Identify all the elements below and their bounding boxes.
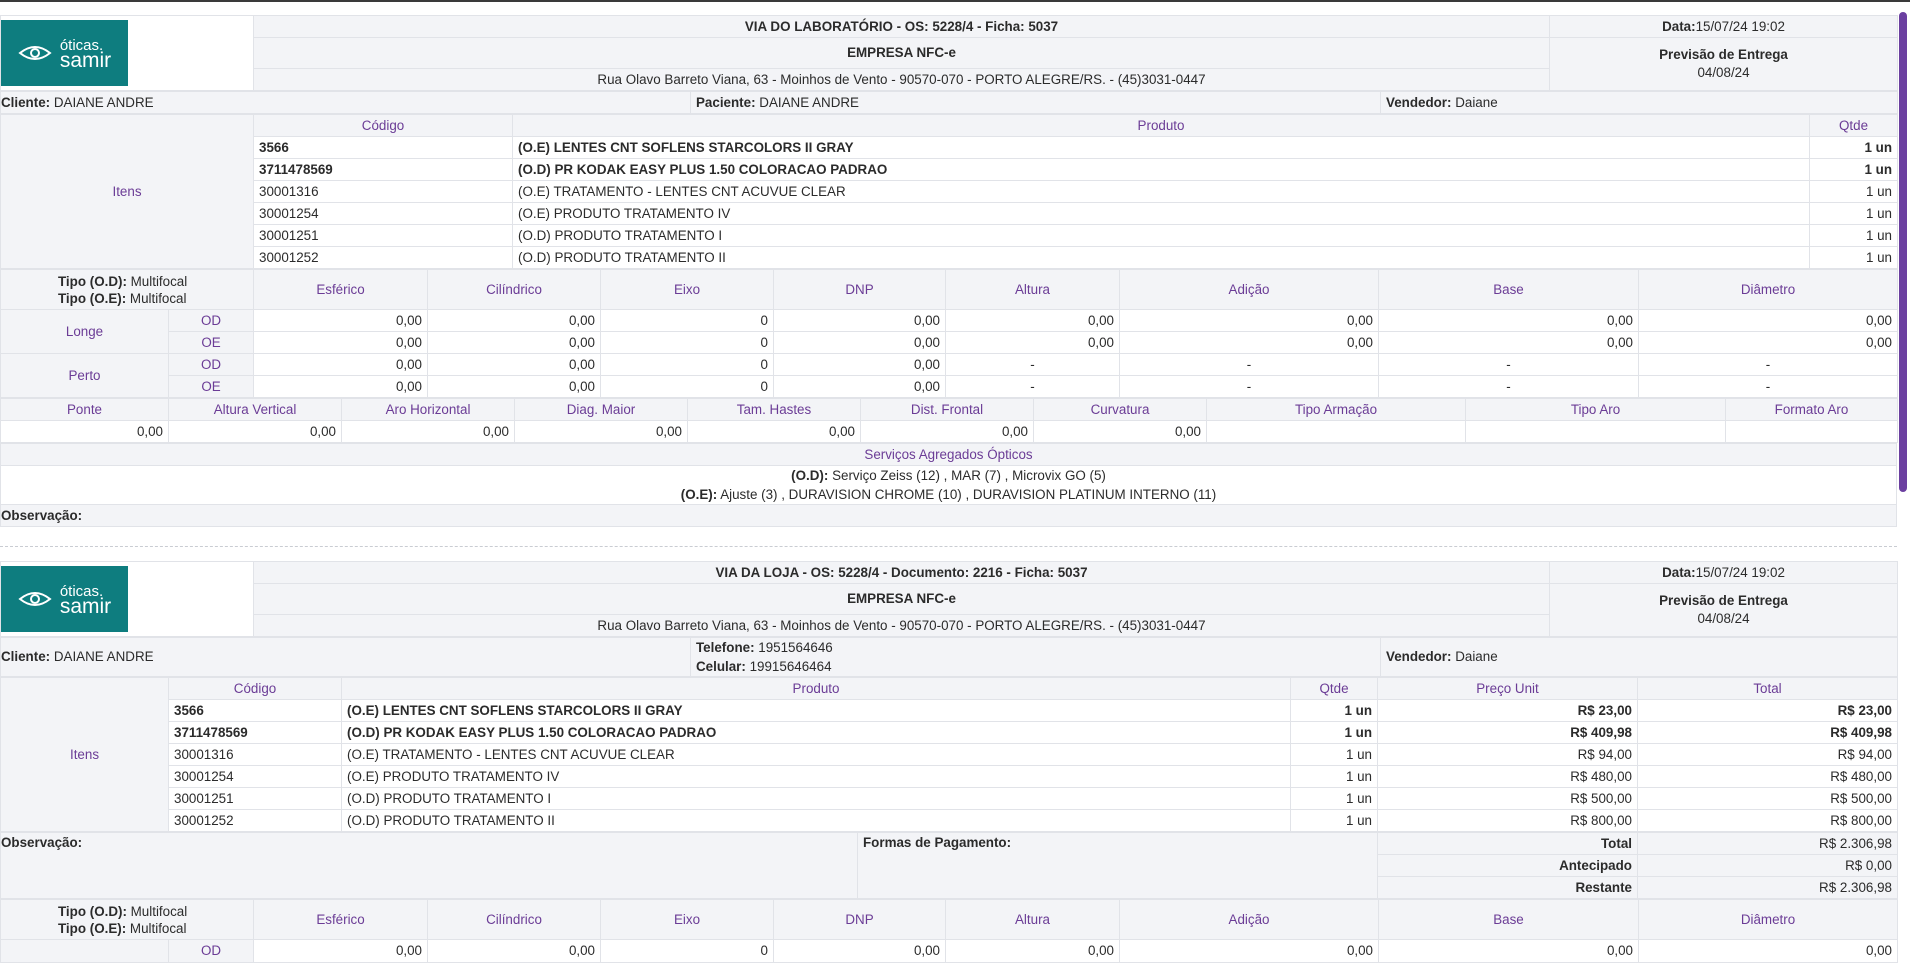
- table-row: [1, 766, 1898, 788]
- store-items-label: Itens: [1, 678, 169, 832]
- rx-col-esferico: Esférico: [254, 270, 428, 310]
- item-qty: 1 un: [1810, 247, 1898, 269]
- lab-services: [0, 443, 1897, 527]
- item-product: (O.E) PRODUTO TRATAMENTO IV: [342, 766, 1291, 788]
- rx-od-label: OD: [169, 310, 254, 332]
- item-product: (O.E) TRATAMENTO - LENTES CNT ACUVUE CLEAR: [342, 744, 1291, 766]
- table-row: [1, 788, 1898, 810]
- store-seller: Vendedor: Daiane: [1381, 638, 1898, 677]
- rx-col-altura: Altura: [946, 270, 1120, 310]
- frame-value: 0,00: [1, 421, 169, 443]
- rx-value: -: [1639, 354, 1898, 376]
- table-row: [1, 137, 1898, 159]
- item-qty: 1 un: [1810, 159, 1898, 181]
- item-qty: 1 un: [1291, 766, 1378, 788]
- rx-value: 0,00: [428, 354, 601, 376]
- rx-value: 0,00: [254, 332, 428, 354]
- frame-col-tipo-aro: Tipo Aro: [1466, 399, 1726, 421]
- item-code: 30001251: [169, 788, 342, 810]
- rx-value: 0,00: [946, 332, 1120, 354]
- rx-value: 0,00: [774, 332, 946, 354]
- item-code: 3711478569: [254, 159, 513, 181]
- item-product: (O.E) PRODUTO TRATAMENTO IV: [513, 203, 1810, 225]
- store-payment-methods: Formas de Pagamento:: [858, 833, 1378, 899]
- item-product: (O.E) LENTES CNT SOFLENS STARCOLORS II GRAY: [342, 700, 1291, 722]
- item-product: (O.D) PR KODAK EASY PLUS 1.50 COLORACAO PADRAO: [513, 159, 1810, 181]
- rx-value: 0,00: [428, 332, 601, 354]
- rx-value: 0,00: [428, 376, 601, 398]
- copy-separator: [0, 546, 1897, 547]
- rx-col-base: Base: [1379, 270, 1639, 310]
- store-client-row: [0, 637, 1898, 677]
- rx-value: -: [1120, 354, 1379, 376]
- item-product: (O.D) PRODUTO TRATAMENTO I: [342, 788, 1291, 810]
- store-observation: Observação:: [1, 833, 858, 899]
- item-unit-price: R$ 500,00: [1378, 788, 1638, 810]
- rx-perto-label: Perto: [1, 354, 169, 398]
- rx-value: 0,00: [1639, 310, 1898, 332]
- frame-col-tam-hastes: Tam. Hastes: [688, 399, 861, 421]
- rx-value: 0,00: [774, 940, 946, 963]
- rx-value: 0: [601, 354, 774, 376]
- item-total: R$ 800,00: [1638, 810, 1898, 832]
- rx-col-adicao: Adição: [1120, 900, 1379, 940]
- item-unit-price: R$ 409,98: [1378, 722, 1638, 744]
- rx-value: 0: [601, 940, 774, 963]
- frame-value: [1207, 421, 1466, 443]
- item-code: 3711478569: [169, 722, 342, 744]
- lab-title: VIA DO LABORATÓRIO - OS: 5228/4 - Ficha: 5037: [254, 16, 1550, 38]
- lab-lens-types: Tipo (O.D): Multifocal Tipo (O.E): Multifocal: [1, 270, 254, 310]
- rx-row-longe-od: [1, 310, 1898, 332]
- frame-value: [1726, 421, 1898, 443]
- brand-line2: samir: [59, 595, 112, 618]
- rx-value: -: [1379, 376, 1639, 398]
- table-row: [1, 744, 1898, 766]
- rx-col-dnp: DNP: [774, 270, 946, 310]
- item-unit-price: R$ 480,00: [1378, 766, 1638, 788]
- store-rx-table: [0, 899, 1898, 963]
- frame-value: 0,00: [688, 421, 861, 443]
- store-col-product: Produto: [342, 678, 1291, 700]
- item-code: 30001252: [169, 810, 342, 832]
- lab-items-table: [0, 114, 1898, 269]
- rx-col-cilindrico: Cilíndrico: [428, 900, 601, 940]
- frame-value: 0,00: [169, 421, 342, 443]
- brand-line2: samir: [59, 49, 112, 72]
- rx-value: 0,00: [1120, 940, 1379, 963]
- rx-value: -: [1639, 376, 1898, 398]
- frame-col-ponte: Ponte: [1, 399, 169, 421]
- rx-oe-label: OE: [169, 376, 254, 398]
- frame-col-altura-vertical: Altura Vertical: [169, 399, 342, 421]
- store-totals: [0, 832, 1898, 899]
- item-unit-price: R$ 94,00: [1378, 744, 1638, 766]
- total-label: Total: [1378, 833, 1638, 855]
- lab-company: EMPRESA NFC-e: [254, 38, 1550, 69]
- rx-value: 0,00: [1120, 310, 1379, 332]
- frame-value: 0,00: [1034, 421, 1207, 443]
- item-total: R$ 500,00: [1638, 788, 1898, 810]
- table-row: [1, 225, 1898, 247]
- remaining-value: R$ 2.306,98: [1638, 877, 1898, 899]
- rx-col-diametro: Diâmetro: [1639, 270, 1898, 310]
- rx-oe-label: OE: [169, 332, 254, 354]
- item-qty: 1 un: [1810, 225, 1898, 247]
- advance-value: R$ 0,00: [1638, 855, 1898, 877]
- item-product: (O.D) PRODUTO TRATAMENTO I: [513, 225, 1810, 247]
- lab-header: [0, 15, 1898, 91]
- table-row: [1, 810, 1898, 832]
- lab-address: Rua Olavo Barreto Viana, 63 - Moinhos de Vento - 90570-070 - PORTO ALEGRE/RS. - (45)3031-0447: [254, 69, 1550, 91]
- rx-value: 0,00: [1639, 332, 1898, 354]
- item-qty: 1 un: [1291, 700, 1378, 722]
- item-total: R$ 23,00: [1638, 700, 1898, 722]
- rx-col-adicao: Adição: [1120, 270, 1379, 310]
- lab-date: Data:15/07/24 19:02: [1550, 16, 1898, 38]
- rx-row-perto-od: [1, 354, 1898, 376]
- item-code: 30001316: [169, 744, 342, 766]
- item-code: 30001254: [169, 766, 342, 788]
- item-code: 30001254: [254, 203, 513, 225]
- frame-col-diag-maior: Diag. Maior: [515, 399, 688, 421]
- advance-label: Antecipado: [1378, 855, 1638, 877]
- lab-items-label: Itens: [1, 115, 254, 269]
- rx-col-altura: Altura: [946, 900, 1120, 940]
- lab-col-code: Código: [254, 115, 513, 137]
- vertical-scrollbar[interactable]: [1899, 12, 1907, 492]
- rx-value: 0,00: [1379, 310, 1639, 332]
- rx-row-longe-oe: [1, 332, 1898, 354]
- store-company: EMPRESA NFC-e: [254, 584, 1550, 615]
- rx-value: 0: [601, 332, 774, 354]
- store-lens-types: Tipo (O.D): Multifocal Tipo (O.E): Multifocal: [1, 900, 254, 940]
- rx-col-eixo: Eixo: [601, 900, 774, 940]
- brand-logo: [1, 20, 128, 86]
- store-title: VIA DA LOJA - OS: 5228/4 - Documento: 2216 - Ficha: 5037: [254, 562, 1550, 584]
- store-header: [0, 561, 1898, 637]
- rx-value: 0: [601, 310, 774, 332]
- item-code: 3566: [254, 137, 513, 159]
- lab-col-product: Produto: [513, 115, 1810, 137]
- frame-col-tipo-armacao: Tipo Armação: [1207, 399, 1466, 421]
- rx-col-eixo: Eixo: [601, 270, 774, 310]
- store-contacts: Telefone: 1951564646 Celular: 19915646464: [691, 638, 1381, 677]
- store-col-code: Código: [169, 678, 342, 700]
- rx-value: 0,00: [254, 354, 428, 376]
- rx-value: 0,00: [1639, 940, 1898, 963]
- store-client: Cliente: DAIANE ANDRE: [1, 638, 691, 677]
- item-product: (O.D) PRODUTO TRATAMENTO II: [342, 810, 1291, 832]
- rx-value: 0,00: [254, 310, 428, 332]
- frame-value: 0,00: [342, 421, 515, 443]
- frame-value: 0,00: [861, 421, 1034, 443]
- rx-value: 0,00: [774, 354, 946, 376]
- rx-value: 0,00: [1379, 940, 1639, 963]
- item-qty: 1 un: [1810, 181, 1898, 203]
- lab-delivery: Previsão de Entrega 04/08/24: [1550, 38, 1898, 91]
- rx-value: -: [946, 354, 1120, 376]
- rx-value: 0,00: [1379, 332, 1639, 354]
- brand-line1: óticas.: [59, 583, 104, 600]
- item-qty: 1 un: [1291, 722, 1378, 744]
- item-code: 30001316: [254, 181, 513, 203]
- rx-value: 0: [601, 376, 774, 398]
- rx-value: 0,00: [428, 310, 601, 332]
- rx-value: 0,00: [946, 310, 1120, 332]
- item-total: R$ 480,00: [1638, 766, 1898, 788]
- services-list: (O.D): Serviço Zeiss (12) , MAR (7) , Microvix GO (5) (O.E): Ajuste (3) , DURAVISION CHROME (10) , DURAVISION PLATINUM INTERNO (11): [1, 466, 1897, 505]
- rx-value: -: [946, 376, 1120, 398]
- store-col-total: Total: [1638, 678, 1898, 700]
- item-total: R$ 94,00: [1638, 744, 1898, 766]
- frame-col-formato-aro: Formato Aro: [1726, 399, 1898, 421]
- lab-client-row: [0, 91, 1898, 114]
- rx-value: 0,00: [946, 940, 1120, 963]
- rx-value: 0,00: [1120, 332, 1379, 354]
- rx-col-dnp: DNP: [774, 900, 946, 940]
- frame-col-dist-frontal: Dist. Frontal: [861, 399, 1034, 421]
- item-code: 30001251: [254, 225, 513, 247]
- table-row: [1, 181, 1898, 203]
- item-qty: 1 un: [1810, 203, 1898, 225]
- item-code: 3566: [169, 700, 342, 722]
- rx-value: 0,00: [254, 376, 428, 398]
- lab-rx-table: [0, 269, 1898, 398]
- frame-col-curvatura: Curvatura: [1034, 399, 1207, 421]
- table-row: [1, 722, 1898, 744]
- item-qty: 1 un: [1291, 810, 1378, 832]
- lab-seller: Vendedor: Daiane: [1381, 92, 1898, 114]
- item-product: (O.E) LENTES CNT SOFLENS STARCOLORS II GRAY: [513, 137, 1810, 159]
- rx-value: 0,00: [774, 376, 946, 398]
- store-col-unit-price: Preço Unit: [1378, 678, 1638, 700]
- lab-observation: Observação:: [1, 505, 1897, 527]
- rx-od-label: OD: [169, 940, 254, 963]
- rx-col-cilindrico: Cilíndrico: [428, 270, 601, 310]
- item-unit-price: R$ 800,00: [1378, 810, 1638, 832]
- item-product: (O.D) PRODUTO TRATAMENTO II: [513, 247, 1810, 269]
- store-col-qty: Qtde: [1291, 678, 1378, 700]
- store-items-table: [0, 677, 1898, 832]
- lab-frame-table: [0, 398, 1898, 443]
- item-unit-price: R$ 23,00: [1378, 700, 1638, 722]
- frame-value: 0,00: [515, 421, 688, 443]
- rx-col-esferico: Esférico: [254, 900, 428, 940]
- table-row: [1, 159, 1898, 181]
- rx-value: 0,00: [774, 310, 946, 332]
- frame-col-aro-horizontal: Aro Horizontal: [342, 399, 515, 421]
- top-border: [0, 0, 1910, 2]
- rx-value: 0,00: [428, 940, 601, 963]
- table-row: [1, 700, 1898, 722]
- brand-logo: [1, 566, 128, 632]
- table-row: [1, 203, 1898, 225]
- total-value: R$ 2.306,98: [1638, 833, 1898, 855]
- lab-client: Cliente: DAIANE ANDRE: [1, 92, 691, 114]
- item-qty: 1 un: [1291, 744, 1378, 766]
- eye-icon: [18, 43, 52, 63]
- item-qty: 1 un: [1291, 788, 1378, 810]
- eye-icon: [18, 589, 52, 609]
- item-product: (O.E) TRATAMENTO - LENTES CNT ACUVUE CLEAR: [513, 181, 1810, 203]
- frame-values-row: [1, 421, 1898, 443]
- store-date: Data:15/07/24 19:02: [1550, 562, 1898, 584]
- store-copy: [0, 561, 1897, 963]
- store-address: Rua Olavo Barreto Viana, 63 - Moinhos de Vento - 90570-070 - PORTO ALEGRE/RS. - (45)3031-0447: [254, 615, 1550, 637]
- table-row: [1, 247, 1898, 269]
- brand-line1: óticas.: [59, 37, 104, 54]
- rx-value: -: [1379, 354, 1639, 376]
- rx-row-partial: [1, 940, 1898, 963]
- rx-od-label: OD: [169, 354, 254, 376]
- rx-value: 0,00: [254, 940, 428, 963]
- item-qty: 1 un: [1810, 137, 1898, 159]
- item-code: 30001252: [254, 247, 513, 269]
- rx-col-diametro: Diâmetro: [1639, 900, 1898, 940]
- lab-col-qty: Qtde: [1810, 115, 1898, 137]
- lab-patient: Paciente: DAIANE ANDRE: [691, 92, 1381, 114]
- lab-copy: [0, 15, 1897, 527]
- item-product: (O.D) PR KODAK EASY PLUS 1.50 COLORACAO PADRAO: [342, 722, 1291, 744]
- rx-row-perto-oe: [1, 376, 1898, 398]
- item-total: R$ 409,98: [1638, 722, 1898, 744]
- store-delivery: Previsão de Entrega 04/08/24: [1550, 584, 1898, 637]
- rx-col-base: Base: [1379, 900, 1639, 940]
- rx-longe-label: Longe: [1, 310, 169, 354]
- rx-value: -: [1120, 376, 1379, 398]
- frame-value: [1466, 421, 1726, 443]
- services-title: Serviços Agregados Ópticos: [1, 444, 1897, 466]
- remaining-label: Restante: [1378, 877, 1638, 899]
